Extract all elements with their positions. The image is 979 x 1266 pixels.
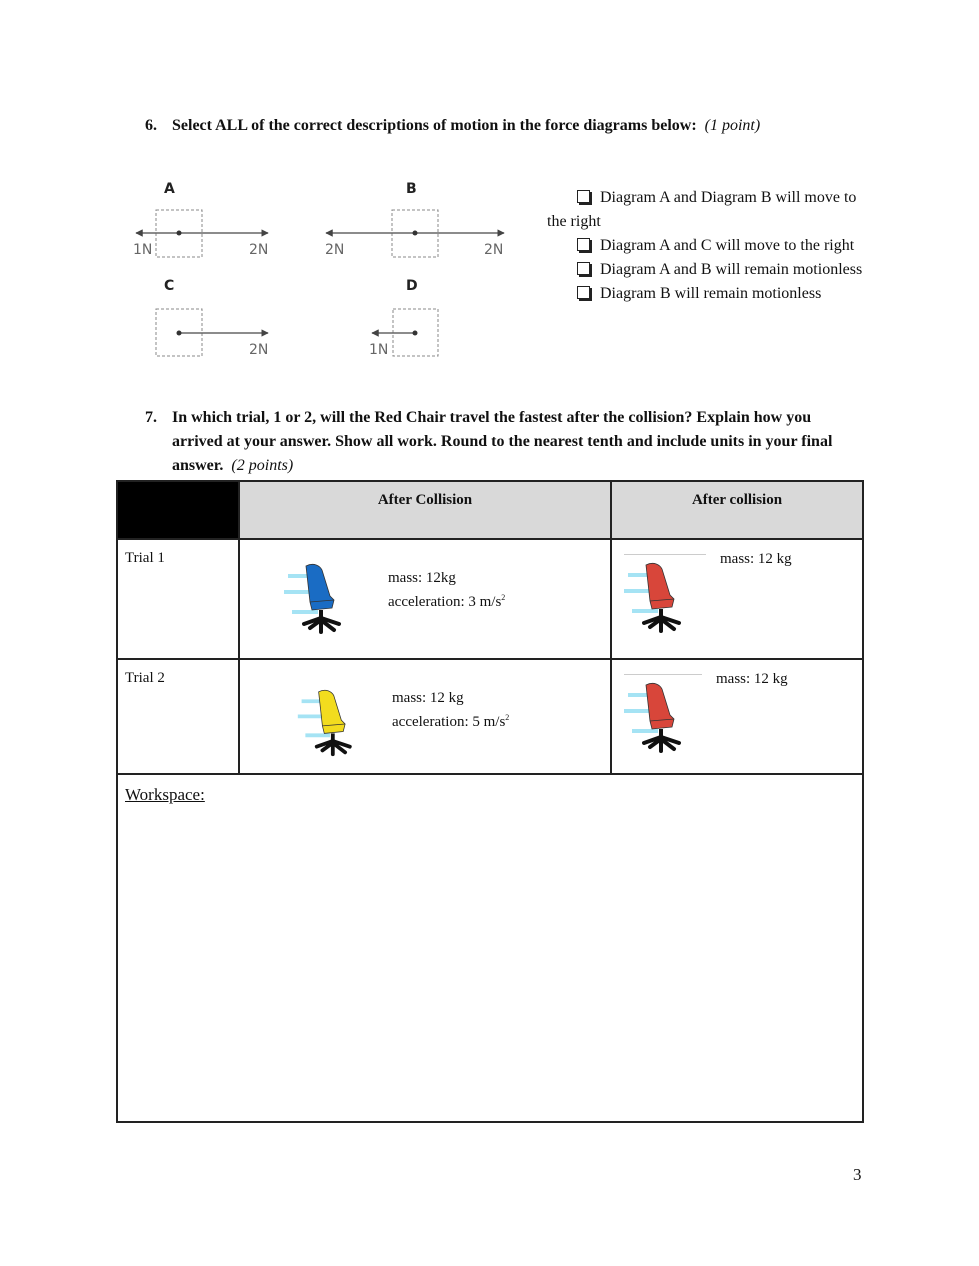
- header-after-collision-red: After collision: [611, 481, 863, 539]
- checkbox-icon[interactable]: [577, 262, 590, 275]
- divider: [624, 554, 706, 555]
- workspace-label: Workspace:: [125, 785, 205, 804]
- q7-text: [172, 406, 862, 478]
- divider: [624, 674, 702, 675]
- diagram-a: [133, 181, 268, 258]
- svg-text:2N: 2N: [325, 242, 345, 258]
- svg-text:D: D: [406, 278, 418, 294]
- trial-1-red-cell: [612, 540, 862, 656]
- diagram-b: [325, 181, 504, 258]
- mass: mass: 12kg: [388, 570, 456, 586]
- svg-text:2N: 2N: [249, 342, 269, 358]
- svg-text:A: A: [164, 181, 175, 197]
- trial-2-label: Trial 2: [117, 659, 239, 774]
- yellow-chair-icon: [266, 688, 358, 758]
- red-mass: mass: 12 kg: [716, 671, 788, 687]
- svg-text:1N: 1N: [369, 342, 389, 358]
- q7-points: (2 points): [231, 457, 294, 474]
- checkbox-icon[interactable]: [577, 190, 590, 203]
- svg-text:1N: 1N: [133, 242, 153, 258]
- page-number: 3: [853, 1165, 862, 1184]
- q6-number: 6.: [145, 117, 157, 134]
- workspace[interactable]: [117, 774, 863, 1122]
- acceleration: acceleration: 5 $m/s^2$: [392, 713, 510, 730]
- acceleration: acceleration: 3 $m/s^2$: [388, 593, 506, 610]
- trial-1-label: Trial 1: [117, 539, 239, 659]
- option-2[interactable]: [547, 234, 867, 258]
- q6-options: [547, 186, 867, 306]
- trial-2-info: [392, 689, 509, 732]
- trial-1-info: [388, 569, 505, 612]
- diagram-c: [156, 278, 268, 358]
- trial-2-chair-cell: [240, 660, 610, 771]
- svg-text:B: B: [406, 181, 417, 197]
- option-label: Diagram A and B will remain motionless: [600, 261, 863, 278]
- trial-1-chair-cell: [240, 540, 610, 656]
- q7-prompt: In which trial, 1 or 2, will the Red Chair travel the fastest after the collision? Explain how you arrived at your answer. Show all work. Round to the nearest tenth and include units in your final answer.: [172, 409, 833, 474]
- collision-table: [116, 480, 864, 1123]
- red-mass: mass: 12 kg: [720, 551, 792, 567]
- svg-text:2N: 2N: [484, 242, 504, 258]
- force-diagrams: [120, 170, 520, 370]
- header-blank: [117, 481, 239, 539]
- mass: mass: 12 kg: [392, 690, 464, 706]
- option-3[interactable]: [547, 258, 867, 282]
- checkbox-icon[interactable]: [577, 238, 590, 251]
- q6-points: (1 point): [704, 117, 761, 134]
- q7-number: 7.: [145, 409, 157, 426]
- header-after-collision: After Collision: [239, 481, 611, 539]
- q6-text: [172, 114, 852, 138]
- red-chair-icon: [624, 558, 684, 638]
- red-chair-icon: [624, 678, 684, 758]
- option-label: Diagram A and C will move to the right: [600, 237, 855, 254]
- option-label: Diagram A and Diagram B will move to the right: [547, 189, 857, 230]
- svg-text:2N: 2N: [249, 242, 269, 258]
- svg-text:C: C: [164, 278, 175, 294]
- blue-chair-icon: [284, 562, 344, 636]
- q6-prompt: Select ALL of the correct descriptions of motion in the force diagrams below:: [172, 117, 697, 134]
- option-4[interactable]: [547, 282, 867, 306]
- option-1[interactable]: [547, 186, 867, 234]
- checkbox-icon[interactable]: [577, 286, 590, 299]
- option-label: Diagram B will remain motionless: [600, 285, 822, 302]
- diagram-d: [369, 278, 438, 358]
- trial-2-red-cell: [612, 660, 862, 771]
